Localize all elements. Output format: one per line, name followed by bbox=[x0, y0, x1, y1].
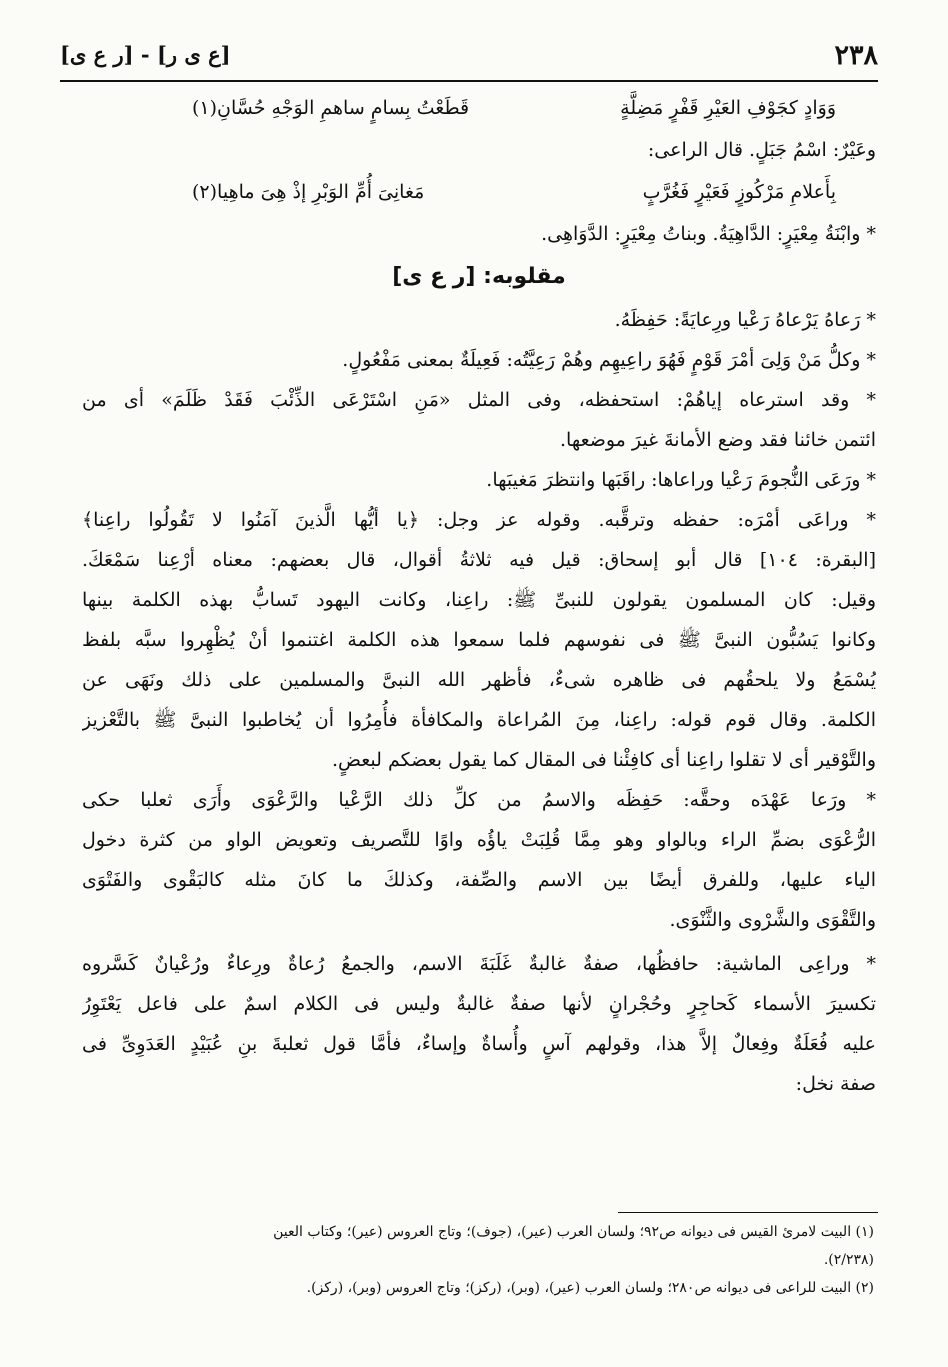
text-line-mu3ayr: * وابْنَةُ مِعْيَرٍ: الدَّاهِيَةُ. وبناتُ مِعْيَرٍ: الدَّوَاهِى. bbox=[541, 223, 876, 245]
page-number: ٢٣٨ bbox=[834, 40, 878, 71]
paragraph-line: صفة نخل: bbox=[795, 1073, 876, 1095]
paragraph-line: يُسْمَعُ ولا يلحقُهم فى ظاهره شىءٌ، فأظهر الله النبىَّ والمسلمين على ذلك ونَهَى عن bbox=[82, 669, 876, 691]
paragraph-line: الكلمة. وقال قوم قوله: راعِنا، مِنَ المُراعاة والمكافأة فأُمِرُوا أن يُخاطبوا النبىَّ ﷺ بالتَّعْزيز bbox=[82, 709, 876, 731]
text-line-ayr: وعَيْرٌ: اسْمُ جَبَلٍ. قال الراعى: bbox=[647, 139, 876, 161]
running-head: [ع ى ر] - [ر ع ى] bbox=[60, 42, 231, 67]
section-title: مقلوبه: [ر ع ى] bbox=[392, 264, 566, 289]
verse-2-second-hemistich: مَغانِىَ أُمِّ الوَبْرِ إذْ هِىَ ماهِيا(٢) bbox=[192, 181, 425, 203]
footnotes bbox=[82, 1218, 874, 1302]
paragraph-line: الرُّعْوَى بضمِّ الراء وبالواو وهو مِمَّا قُلِبَتْ ياؤُه واوًا للتَّصريف وتعويض الواو من كثرة دخول bbox=[82, 829, 876, 851]
paragraph-line: وقيل: كان المسلمون يقولون للنبىِّ ﷺ: راعِنا، وكانت اليهود تَسابُّ بهذه الكلمة بينها bbox=[82, 589, 876, 611]
paragraph-line: عليه فُعَلَةٌ وفِعالٌ إلاَّ هذا، وقولهم آسٍ وأُساةٌ وإساءٌ، فأمَّا قول ثعلبةَ بنِ عُبَيْدٍ العَدَوِىِّ فى bbox=[82, 1033, 876, 1055]
header-rule bbox=[60, 80, 878, 82]
paragraph-line: وكانوا يَسُبُّون النبىَّ ﷺ فى نفوسهم فلما سمعوا هذه الكلمة اغتنموا أنْ يُظْهِروا سبَّه بلفظ bbox=[82, 629, 876, 651]
paragraph-5 bbox=[82, 500, 876, 780]
paragraph-line: [البقرة: ١٠٤] قال أبو إسحاق: قيل فيه ثلاثةُ أقوال، قال بعضهم: معناه أرْعِنا سَمْعَكَ. bbox=[82, 549, 876, 571]
footnote-2: (٢) البيت للراعى فى ديوانه ص٢٨٠؛ ولسان العرب (عير)، (وبر)، (ركز)؛ وتاج العروس (وبر)، (ركز). bbox=[306, 1280, 874, 1296]
verse-1-first-hemistich: وَوَادٍ كجَوْفِ العَيْرِ قَفْرٍ مَضِلَّةٍ bbox=[620, 97, 836, 119]
verse-2 bbox=[82, 170, 876, 214]
verse-1-second-hemistich: قَطَعْتُ بِسامٍ ساهمِ الوَجْهِ حُسَّانِ(١) bbox=[192, 97, 470, 119]
paragraph-line: ائتمن خائنا فقد وضع الأمانةَ غيرَ موضعها. bbox=[559, 429, 876, 451]
paragraph-line: والتَّقْوَى والشَّرْوى والثَّنْوَى. bbox=[669, 909, 876, 931]
paragraph-line: * وقد استرعاه إياهُمْ: استحفظه، وفى المثل «مَنِ اسْتَرْعَى الذِّئْبَ فَقَدْ ظَلَمَ» أى من bbox=[82, 389, 876, 411]
footnote-1-continuation: (٢/٢٣٨). bbox=[823, 1252, 874, 1268]
paragraph-line: * ورَعا عَهْدَه وحقَّه: حَفِظَه والاسمُ من كلِّ ذلك الرَّعْيا والرَّعْوَى وأَرَى ثعلبا حكى bbox=[82, 789, 876, 811]
paragraph-2: * وكلُّ مَنْ وَلِىَ أمْرَ قَوْمٍ فَهُوَ راعِيهِم وهُمْ رَعِيَّتُه: فَعِيلَةٌ بمعنى مَفْعُولٍ. bbox=[342, 349, 876, 371]
paragraph-1: * رَعاهُ يَرْعاهُ رَعْيا ورِعايَةً: حَفِظَهُ. bbox=[614, 309, 876, 331]
page-body bbox=[82, 86, 876, 1104]
footnote-1: (١) البيت لامرئ القيس فى ديوانه ص٩٢؛ ولسان العرب (عير)، (جوف)؛ وتاج العروس (عير)؛ وكتاب العين bbox=[273, 1224, 874, 1240]
paragraph-6 bbox=[82, 780, 876, 940]
paragraph-line: * وراعِى الماشية: حافظُها، صفةٌ غالبةٌ غَلَبَةَ الاسم، والجمعُ رُعاةٌ ورِعاءٌ ورُعْيانٌ كَسَّروه bbox=[82, 953, 876, 975]
paragraph-line: الياء عليها، وللفرق أيضًا بين الاسم والصِّفة، وكذلكَ ما كانَ مثله كالبَقْوى والفَتْوَى bbox=[82, 869, 876, 891]
paragraph-3 bbox=[82, 380, 876, 460]
paragraph-line: تكسيرَ الأسماء كَحاجِرٍ وحُجْرانٍ لأنها صفةٌ غالبةٌ وليس فى الكلام اسمٌ على فاعل يَعْتَوِرُ bbox=[82, 993, 876, 1015]
footnote-rule bbox=[618, 1212, 878, 1213]
verse-2-first-hemistich: بِأَعلامِ مَرْكُوزٍ فَعَيْرٍ فَغُرَّبٍ bbox=[642, 181, 836, 203]
paragraph-7 bbox=[82, 944, 876, 1104]
paragraph-line: والتَّوْقير أى لا تقلوا راعِنا أى كافِئْنا فى المقال كما يقول بعضكم لبعضٍ. bbox=[331, 749, 876, 771]
verse-1 bbox=[82, 86, 876, 130]
paragraph-line: * وراعَى أمْرَه: حفظه وترقَّبه. وقوله عز وجل: ﴿يا أيُّها الَّذينَ آمَنُوا لا تَقُولُوا راعِنا﴾ bbox=[82, 509, 876, 531]
paragraph-4: * ورَعَى النُّجومَ رَعْيا وراعاها: راقَبَها وانتظرَ مَغيبَها. bbox=[486, 469, 876, 491]
page-header bbox=[60, 36, 878, 76]
